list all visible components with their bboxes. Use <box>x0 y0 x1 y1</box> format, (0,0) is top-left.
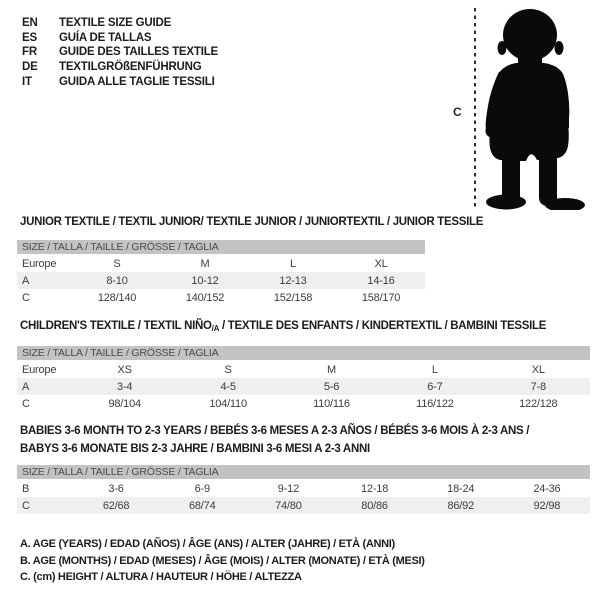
title-part: / TEXTILE DES ENFANTS / KINDERTEXTIL / BAMBINI TESSILE <box>219 320 547 332</box>
cell: 128/140 <box>97 291 137 304</box>
title-line: BABYS 3-6 MONATE BIS 2-3 JAHRE / BAMBINI 3-6 MESI A 2-3 ANNI <box>20 442 370 455</box>
row-label: A <box>22 274 30 287</box>
cell: L <box>431 363 438 376</box>
cell: 6-7 <box>427 380 443 393</box>
cell: 74/80 <box>275 499 302 512</box>
language-row-it <box>22 74 218 89</box>
size-header-bar: SIZE / TALLA / TAILLE / GRÖSSE / TAGLIA <box>17 346 590 360</box>
cell: 12-18 <box>361 482 389 495</box>
cell: 68/74 <box>188 499 216 512</box>
height-measure-dotted-line <box>474 8 476 208</box>
language-row-es <box>22 31 218 46</box>
row-label: C <box>22 499 30 512</box>
language-code: FR <box>22 46 37 59</box>
cell: 92/98 <box>533 499 561 512</box>
cell: 86/92 <box>447 499 474 512</box>
cell: 104/110 <box>209 397 247 410</box>
language-title-list <box>22 16 218 89</box>
cell: 3-6 <box>108 482 124 495</box>
cell: S <box>224 363 232 376</box>
row-label: A <box>22 380 30 393</box>
table-row <box>17 378 590 395</box>
title-line: BABIES 3-6 MONTH TO 2-3 YEARS / BEBÉS 3-6 MESES A 2-3 AÑOS / BÉBÉS 3-6 MOIS À 2-3 ANS / <box>20 425 530 437</box>
cell: 14-16 <box>367 274 395 287</box>
cell: 158/170 <box>361 291 401 304</box>
footnote-c: C. (cm) HEIGHT / ALTURA / HAUTEUR / HÖHE / ALTEZZA <box>20 571 302 583</box>
cell: 62/68 <box>102 499 130 512</box>
cell: XL <box>531 363 545 376</box>
cell: M <box>200 257 210 270</box>
cell: XS <box>117 363 132 376</box>
language-title: TEXTILGRÖßENFÜHRUNG <box>59 61 202 74</box>
section-title-babies <box>20 423 529 458</box>
table-row <box>17 361 590 378</box>
cell: 4-5 <box>220 380 236 393</box>
footnote-a: A. AGE (YEARS) / EDAD (AÑOS) / ÂGE (ANS) / ALTER (JAHRE) / ETÀ (ANNI) <box>20 538 395 550</box>
title-subscript: /A <box>211 324 220 333</box>
language-code: EN <box>22 17 38 30</box>
language-code: IT <box>22 75 32 88</box>
row-label: C <box>22 291 30 304</box>
legend-footnotes <box>20 536 425 586</box>
cell: 80/86 <box>361 499 388 512</box>
cell: 12-13 <box>279 274 307 287</box>
cell: 24-36 <box>533 482 561 495</box>
cell: 5-6 <box>323 380 340 393</box>
cell: XL <box>374 257 388 270</box>
language-row-fr <box>22 45 218 60</box>
table-row <box>17 289 425 306</box>
cell: 10-12 <box>191 274 219 287</box>
language-code: DE <box>22 61 38 74</box>
language-title: GUÍA DE TALLAS <box>59 31 152 44</box>
size-header-bar: SIZE / TALLA / TAILLE / GRÖSSE / TAGLIA <box>17 465 590 479</box>
cell: 6-9 <box>194 482 210 495</box>
language-title: GUIDA ALLE TAGLIE TESSILI <box>59 75 215 88</box>
junior-size-table <box>17 240 425 306</box>
title-part: CHILDREN'S TEXTILE / TEXTIL NIÑO <box>20 320 212 332</box>
row-label: Europe <box>22 257 57 270</box>
language-title: TEXTILE SIZE GUIDE <box>59 17 172 30</box>
cell: 152/158 <box>273 291 313 304</box>
row-label: C <box>22 397 30 410</box>
cell: 8-10 <box>106 274 128 287</box>
babies-size-table <box>17 465 590 514</box>
height-measure-label: C <box>453 105 462 119</box>
size-header-bar: SIZE / TALLA / TAILLE / GRÖSSE / TAGLIA <box>17 240 425 254</box>
section-title-children <box>20 320 546 333</box>
cell: 122/128 <box>519 397 558 410</box>
cell: 98/104 <box>108 397 141 410</box>
row-label: Europe <box>22 363 57 376</box>
language-row-en <box>22 16 218 31</box>
row-label: B <box>22 482 30 495</box>
cell: 18-24 <box>447 482 475 495</box>
language-title: GUIDE DES TAILLES TEXTILE <box>59 46 218 59</box>
table-row <box>17 497 590 514</box>
cell: M <box>327 363 336 376</box>
language-row-de <box>22 60 218 75</box>
cell: S <box>113 257 121 270</box>
cell: L <box>290 257 296 270</box>
cell: 7-8 <box>530 380 546 393</box>
section-title-junior: JUNIOR TEXTILE / TEXTIL JUNIOR/ TEXTILE JUNIOR / JUNIORTEXTIL / JUNIOR TESSILE <box>20 216 484 228</box>
footnote-b: B. AGE (MONTHS) / EDAD (MESES) / ÂGE (MOIS) / ALTER (MONATE) / ETÀ (MESI) <box>20 554 425 567</box>
toddler-silhouette-icon <box>482 8 586 210</box>
table-row <box>17 255 425 272</box>
table-row <box>17 395 590 412</box>
table-row <box>17 272 425 289</box>
cell: 140/152 <box>185 291 225 304</box>
table-row <box>17 480 590 497</box>
cell: 3-4 <box>117 380 133 393</box>
cell: 116/122 <box>416 397 454 410</box>
cell: 9-12 <box>277 482 300 495</box>
language-code: ES <box>22 31 37 44</box>
cell: 110/116 <box>313 397 350 410</box>
children-size-table <box>17 346 590 412</box>
